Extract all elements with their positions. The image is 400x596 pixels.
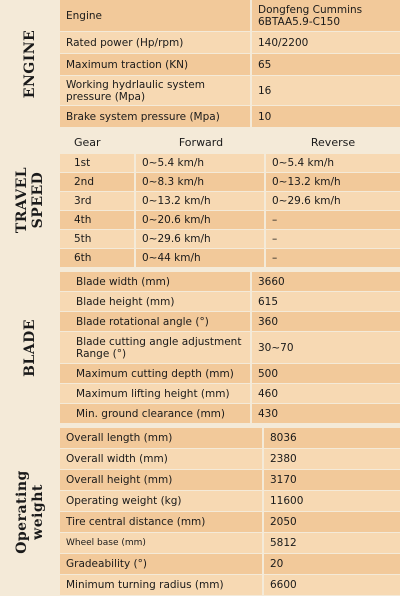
spec-param: Operating weight (kg) bbox=[60, 491, 264, 511]
table-row bbox=[60, 173, 400, 192]
spec-param: Overall length (mm) bbox=[60, 428, 264, 448]
operating-weight-section bbox=[0, 428, 400, 596]
spec-param: Blade width (mm) bbox=[60, 272, 252, 291]
forward-cell: 0~20.6 km/h bbox=[136, 211, 266, 229]
forward-header: Forward bbox=[136, 132, 266, 153]
blade-section-label: BLADE bbox=[21, 319, 38, 377]
reverse-cell: – bbox=[266, 249, 400, 267]
spec-param: Working hydrlaulic system pressure (Mpa) bbox=[60, 76, 252, 105]
forward-cell: 0~29.6 km/h bbox=[136, 230, 266, 248]
spec-value: 140/2200 bbox=[252, 32, 400, 53]
spec-param: Maximum cutting depth (mm) bbox=[60, 364, 252, 383]
spec-row bbox=[60, 404, 400, 424]
spec-value: 20 bbox=[264, 554, 400, 574]
gear-cell: 5th bbox=[60, 230, 136, 248]
travel-speed-section bbox=[0, 132, 400, 268]
spec-value: 65 bbox=[252, 54, 400, 75]
spec-value: 8036 bbox=[264, 428, 400, 448]
reverse-header: Reverse bbox=[266, 132, 400, 153]
spec-value: 500 bbox=[252, 364, 400, 383]
spec-param: Min. ground clearance (mm) bbox=[60, 404, 252, 423]
spec-row bbox=[60, 449, 400, 470]
spec-row bbox=[60, 54, 400, 76]
spec-param: Maximum lifting height (mm) bbox=[60, 384, 252, 403]
spec-row bbox=[60, 491, 400, 512]
spec-param: Rated power (Hp/rpm) bbox=[60, 32, 252, 53]
gear-cell: 2nd bbox=[60, 173, 136, 191]
spec-value: 460 bbox=[252, 384, 400, 403]
reverse-cell: 0~29.6 km/h bbox=[266, 192, 400, 210]
spec-value: 360 bbox=[252, 312, 400, 331]
spec-value: 10 bbox=[252, 106, 400, 127]
spec-value: 3170 bbox=[264, 470, 400, 490]
spec-param: Gradeability (°) bbox=[60, 554, 264, 574]
spec-value: 11600 bbox=[264, 491, 400, 511]
forward-cell: 0~8.3 km/h bbox=[136, 173, 266, 191]
spec-value: 615 bbox=[252, 292, 400, 311]
spec-value: 6600 bbox=[264, 575, 400, 595]
forward-cell: 0~44 km/h bbox=[136, 249, 266, 267]
spec-value: Dongfeng Cummins 6BTAA5.9-C150 bbox=[252, 0, 400, 31]
spec-param: Overall width (mm) bbox=[60, 449, 264, 469]
spec-param: Brake system pressure (Mpa) bbox=[60, 106, 252, 127]
gear-cell: 3rd bbox=[60, 192, 136, 210]
spec-param: Maximum traction (KN) bbox=[60, 54, 252, 75]
spec-row bbox=[60, 575, 400, 596]
reverse-cell: – bbox=[266, 230, 400, 248]
operating-weight-rows bbox=[60, 428, 400, 596]
operating-weight-section-label: Operating weight bbox=[14, 470, 46, 554]
blade-section bbox=[0, 272, 400, 424]
spec-row bbox=[60, 470, 400, 491]
table-row bbox=[60, 230, 400, 249]
spec-value: 30~70 bbox=[252, 332, 400, 363]
spec-row bbox=[60, 533, 400, 554]
spec-row bbox=[60, 292, 400, 312]
spec-row bbox=[60, 32, 400, 54]
table-row bbox=[60, 211, 400, 230]
spec-row bbox=[60, 384, 400, 404]
spec-param: Blade rotational angle (°) bbox=[60, 312, 252, 331]
spec-row bbox=[60, 364, 400, 384]
spec-row bbox=[60, 106, 400, 128]
forward-cell: 0~13.2 km/h bbox=[136, 192, 266, 210]
spec-row bbox=[60, 272, 400, 292]
travel-header-row bbox=[60, 132, 400, 154]
spec-value: 2050 bbox=[264, 512, 400, 532]
reverse-cell: 0~5.4 km/h bbox=[266, 154, 400, 172]
gear-cell: 6th bbox=[60, 249, 136, 267]
spec-param: Blade height (mm) bbox=[60, 292, 252, 311]
spec-row bbox=[60, 554, 400, 575]
table-row bbox=[60, 154, 400, 173]
spec-param: Minimum turning radius (mm) bbox=[60, 575, 264, 595]
gear-header: Gear bbox=[60, 132, 136, 153]
table-row bbox=[60, 192, 400, 211]
engine-section-label: ENGINE bbox=[22, 29, 39, 99]
spec-row bbox=[60, 512, 400, 533]
spec-param: Blade cutting angle adjustment Range (°) bbox=[60, 332, 252, 363]
spec-row bbox=[60, 332, 400, 364]
reverse-cell: – bbox=[266, 211, 400, 229]
travel-speed-rows bbox=[60, 132, 400, 268]
spec-row bbox=[60, 76, 400, 106]
reverse-cell: 0~13.2 km/h bbox=[266, 173, 400, 191]
spec-value: 5812 bbox=[264, 533, 400, 553]
forward-cell: 0~5.4 km/h bbox=[136, 154, 266, 172]
spec-value: 2380 bbox=[264, 449, 400, 469]
travel-speed-section-label: TRAVEL SPEED bbox=[14, 166, 46, 234]
gear-cell: 4th bbox=[60, 211, 136, 229]
spec-value: 430 bbox=[252, 404, 400, 423]
engine-rows bbox=[60, 0, 400, 128]
gear-cell: 1st bbox=[60, 154, 136, 172]
spec-value: 3660 bbox=[252, 272, 400, 291]
engine-section bbox=[0, 0, 400, 128]
spec-param: Engine bbox=[60, 0, 252, 31]
table-row bbox=[60, 249, 400, 268]
spec-row bbox=[60, 0, 400, 32]
spec-row bbox=[60, 312, 400, 332]
spec-row bbox=[60, 428, 400, 449]
spec-param: Wheel base (mm) bbox=[60, 533, 264, 553]
spec-param: Overall height (mm) bbox=[60, 470, 264, 490]
blade-rows bbox=[60, 272, 400, 424]
spec-value: 16 bbox=[252, 76, 400, 105]
spec-param: Tire central distance (mm) bbox=[60, 512, 264, 532]
